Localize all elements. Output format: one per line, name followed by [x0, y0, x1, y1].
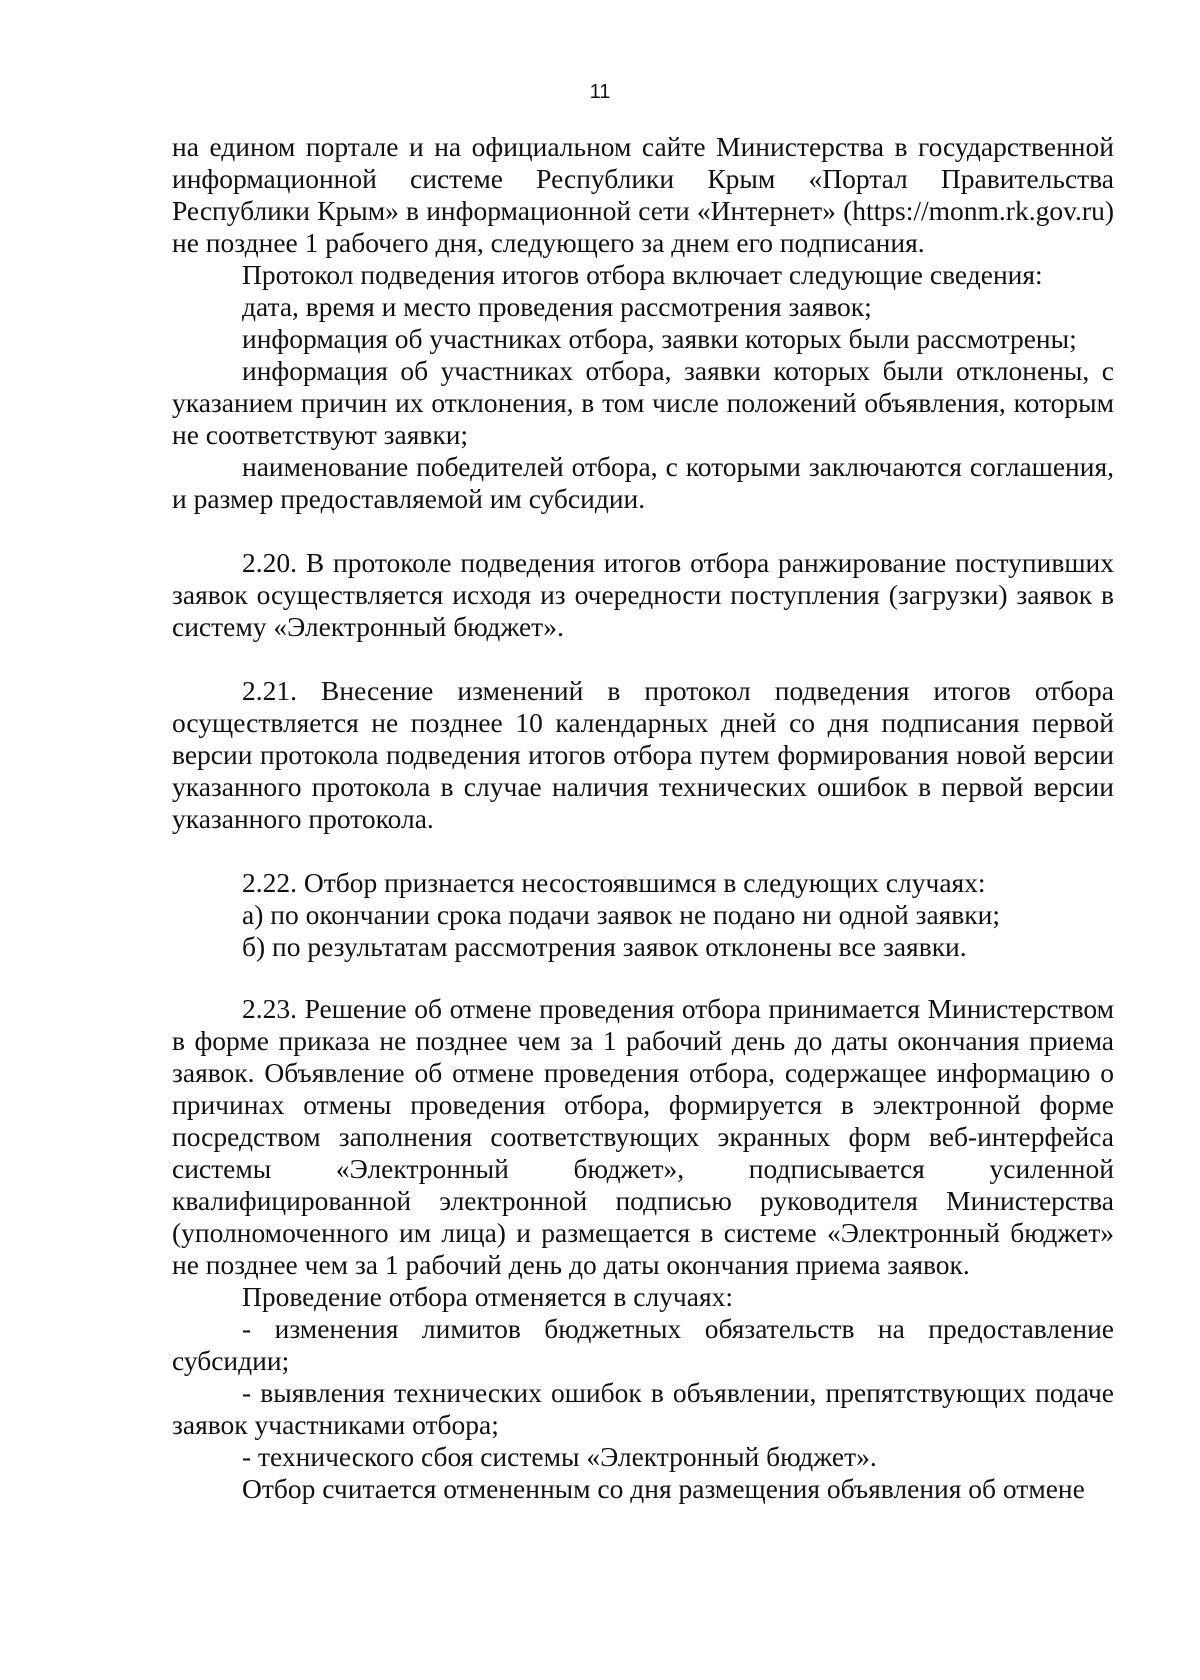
list-item-reviewed-participants: информация об участниках отбора, заявки которых были рассмотрены;: [242, 323, 1077, 354]
document-body: [172, 131, 1114, 1505]
clause-2-22-item-b: б) по результатам рассмотрения заявок отклонены все заявки.: [242, 931, 967, 962]
paragraph-cancellation-effective: Отбор считается отмененным со дня размещения объявления об отмене: [242, 1473, 1085, 1504]
clause-2-22: 2.22. Отбор признается несостоявшимся в следующих случаях:: [242, 867, 986, 898]
clause-2-21: 2.21. Внесение изменений в протокол подведения итогов отбора осуществляется не позднее 10 календарных дней со дня подписания первой версии протокола подведения итогов отбора путем формирования новой версии указанного протокола в случае наличия технических ошибок в первой версии указанного протокола.: [172, 675, 1114, 834]
list-item-date-time-place: дата, время и место проведения рассмотрения заявок;: [242, 291, 872, 322]
list-item-budget-limits: - изменения лимитов бюджетных обязательств на предоставление субсидии;: [172, 1313, 1114, 1376]
clause-2-20: 2.20. В протоколе подведения итогов отбора ранжирование поступивших заявок осуществляется исходя из очередности поступления (загрузки) заявок в систему «Электронный бюджет».: [172, 547, 1114, 642]
paragraph-cancellation-cases: Проведение отбора отменяется в случаях:: [242, 1281, 733, 1312]
page-number: 11: [589, 81, 611, 103]
list-item-technical-errors: - выявления технических ошибок в объявлении, препятствующих подаче заявок участниками отбора;: [172, 1377, 1114, 1440]
clause-2-22-item-a: а) по окончании срока подачи заявок не подано ни одной заявки;: [242, 899, 1000, 930]
paragraph-protocol-contents: Протокол подведения итогов отбора включает следующие сведения:: [242, 259, 1043, 290]
paragraph-publication-continuation: на едином портале и на официальном сайте Министерства в государственной информационной системе Республики Крым «Портал Правительства Республики Крым» в информационной сети «Интернет» (https://monm.rk.gov.ru) не позднее 1 рабочего дня, следующего за днем его подписания.: [172, 131, 1114, 258]
list-item-system-failure: - технического сбоя системы «Электронный бюджет».: [242, 1441, 877, 1472]
clause-2-23: 2.23. Решение об отмене проведения отбора принимается Министерством в форме приказа не позднее чем за 1 рабочий день до даты окончания приема заявок. Объявление об отмене проведения отбора, содержащее информацию о причинах отмены проведения отбора, формируется в электронной форме посредством заполнения соответствующих экранных форм веб-интерфейса системы «Электронный бюджет», подписывается усиленной квалифицированной электронной подписью руководителя Министерства (уполномоченного им лица) и размещается в системе «Электронный бюджет» не позднее чем за 1 рабочий день до даты окончания приема заявок.: [172, 993, 1114, 1280]
list-item-winners: наименование победителей отбора, с которыми заключаются соглашения, и размер предоставляемой им субсидии.: [172, 451, 1114, 514]
list-item-rejected-participants: информация об участниках отбора, заявки которых были отклонены, с указанием причин их отклонения, в том числе положений объявления, которым не соответствуют заявки;: [172, 355, 1114, 450]
